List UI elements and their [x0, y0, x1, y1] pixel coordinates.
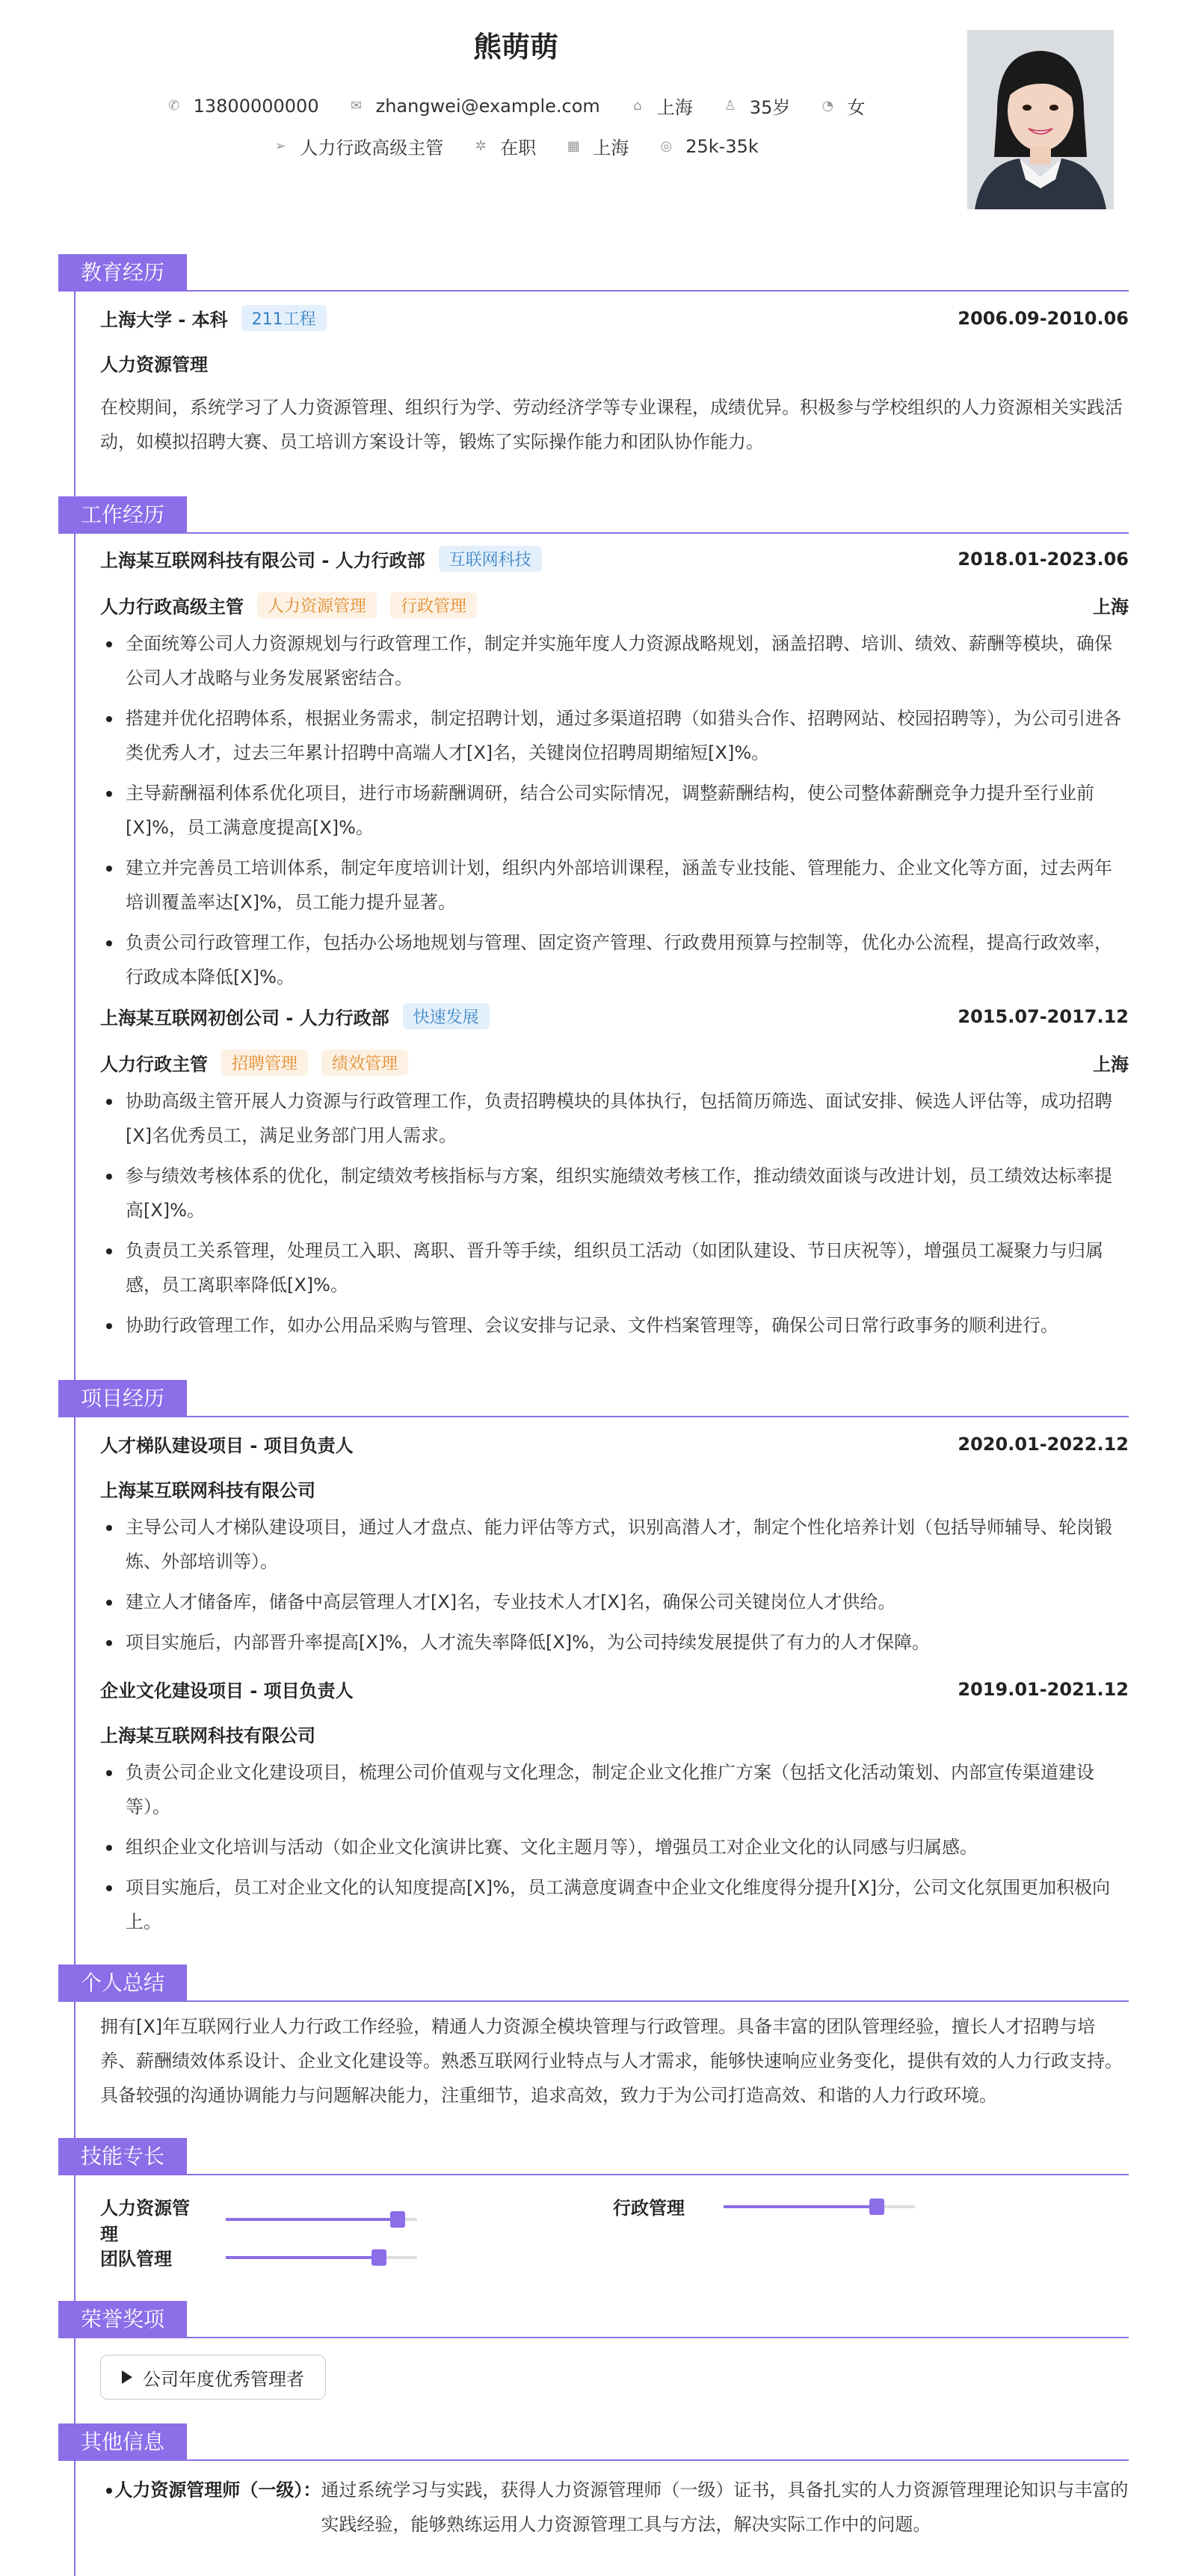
email-info: [349, 96, 600, 117]
target-city-info: [566, 133, 629, 159]
skill-knob: [390, 2211, 405, 2228]
list-item: 全面统筹公司人力资源规划与行政管理工作，制定并实施年度人力资源战略规划，涵盖招聘、培训、绩效、薪酬等模块，确保公司人才战略与业务发展紧密结合。: [100, 626, 1129, 695]
section-divider: [58, 2459, 1129, 2461]
school-name: 上海大学 - 本科: [100, 309, 228, 330]
project-header-row: [100, 1676, 1129, 1702]
work-section: [58, 496, 1129, 534]
section-title: 个人总结: [58, 1965, 187, 2002]
project-bullets: [100, 1755, 1129, 1945]
project-bullets: [100, 1510, 1129, 1666]
age-icon: ♙: [724, 97, 736, 114]
list-item: 项目实施后，员工对企业文化的认知度提高[X]%，员工满意度调查中企业文化维度得分提升[X]分，公司文化氛围更加积极向上。: [100, 1870, 1129, 1939]
project-header-row: [100, 1431, 1129, 1457]
job-intent-row: [0, 133, 1032, 159]
role-tag: 招聘管理: [221, 1050, 308, 1076]
section-title: 荣誉奖项: [58, 2301, 187, 2338]
section-title: 技能专长: [58, 2138, 187, 2175]
list-item: 协助高级主管开展人力资源与行政管理工作，负责招聘模块的具体执行，包括简历筛选、面试安排、候选人评估等，成功招聘[X]名优秀员工，满足业务部门用人需求。: [100, 1084, 1129, 1153]
phone-icon: ✆: [168, 97, 180, 114]
role-tag: 行政管理: [390, 592, 477, 618]
position-info: [273, 133, 443, 159]
city-text: 上海: [656, 97, 693, 118]
bullet-dot: [100, 2473, 114, 2542]
gender-icon: ◔: [821, 97, 834, 114]
list-item: 建立并完善员工培训体系，制定年度培训计划，组织内外部培训课程，涵盖专业技能、管理能力、企业文化等方面，过去两年培训覆盖率达[X]%，员工能力提升显著。: [100, 851, 1129, 919]
send-icon: ➢: [274, 138, 286, 154]
other-text: 通过系统学习与实践，获得人力资源管理师（一级）证书，具备扎实的人力资源管理理论知识与丰富的实践经验，能够熟练运用人力资源管理工具与方法，解决实际工作中的问题。: [321, 2480, 1129, 2535]
job-location: 上海: [1093, 597, 1129, 617]
gender-text: 女: [847, 97, 866, 118]
list-item: 组织企业文化培训与活动（如企业文化演讲比赛、文化主题月等），增强员工对企业文化的认同感与归属感。: [100, 1830, 1129, 1864]
major-name: 人力资源管理: [100, 354, 208, 375]
skill-item: [613, 2193, 915, 2219]
job-dates: 2015.07-2017.12: [958, 1005, 1129, 1027]
company-name: 上海某互联网科技有限公司 - 人力行政部: [100, 550, 425, 571]
projects-section: [58, 1380, 1129, 1417]
list-item: 搭建并优化招聘体系，根据业务需求，制定招聘计划，通过多渠道招聘（如猎头合作、招聘网站、校园招聘等），为公司引进各类优秀人才，过去三年累计招聘中高端人才[X]名，关键岗位招聘周期缩短[X]%。: [100, 701, 1129, 770]
skill-knob: [869, 2198, 884, 2215]
section-divider: [58, 2000, 1129, 2002]
skill-bar: [226, 2218, 417, 2221]
education-section: [58, 254, 1129, 292]
section-title: 工作经历: [58, 496, 187, 534]
skills-body: [58, 2193, 1129, 2298]
gender-info: [820, 93, 865, 119]
section-divider: [58, 2174, 1129, 2175]
skills-section: [58, 2138, 1129, 2175]
position-text: 人力行政高级主管: [300, 138, 444, 158]
skill-bar: [724, 2205, 915, 2208]
status-icon: ✲: [475, 138, 487, 154]
salary-info: [659, 136, 759, 157]
awards-section: [58, 2301, 1129, 2338]
awards-body: [58, 2355, 1129, 2403]
role-title: 人力行政主管: [100, 1054, 208, 1075]
education-header-row: [100, 305, 1129, 331]
candidate-name: 熊萌萌: [472, 31, 558, 64]
school-tag: 211工程: [241, 305, 327, 331]
list-item: 参与绩效考核体系的优化，制定绩效考核指标与方案，组织实施绩效考核工作，推动绩效面谈与改进计划，员工绩效达标率提高[X]%。: [100, 1159, 1129, 1227]
project-dates: 2019.01-2021.12: [958, 1678, 1129, 1700]
list-item: 建立人才储备库，储备中高层管理人才[X]名，专业技术人才[X]名，确保公司关键岗位人才供给。: [100, 1585, 1129, 1619]
home-icon: ⌂: [633, 97, 642, 114]
phone-text: 13800000000: [193, 95, 319, 117]
section-divider: [58, 2337, 1129, 2338]
section-title: 其他信息: [58, 2424, 187, 2461]
role-row: [100, 592, 1129, 618]
mail-icon: ✉: [351, 97, 363, 114]
building-icon: ▦: [567, 138, 580, 154]
list-item: 负责公司企业文化建设项目，梳理公司价值观与文化理念，制定企业文化推广方案（包括文化活动策划、内部宣传渠道建设等）。: [100, 1755, 1129, 1824]
age-text: 35岁: [749, 97, 791, 118]
job-location: 上海: [1093, 1054, 1129, 1075]
list-item: 主导公司人才梯队建设项目，通过人才盘点、能力评估等方式，识别高潜人才，制定个性化培养计划（包括导师辅导、轮岗锻炼、外部培训等）。: [100, 1510, 1129, 1579]
skill-item: [100, 2193, 417, 2246]
job-bullets: [100, 626, 1129, 1000]
job-dates: 2018.01-2023.06: [958, 548, 1129, 570]
award-text: 公司年度优秀管理者: [143, 2368, 304, 2390]
skill-bar: [226, 2256, 417, 2259]
project-company: 上海某互联网科技有限公司: [100, 1480, 315, 1501]
contact-row: [0, 93, 1032, 119]
age-info: [723, 93, 791, 119]
skill-knob: [371, 2249, 386, 2266]
list-item: 项目实施后，内部晋升率提高[X]%，人才流失率降低[X]%，为公司持续发展提供了有力的人才保障。: [100, 1625, 1129, 1660]
job-bullets: [100, 1084, 1129, 1349]
email-text: zhangwei@example.com: [375, 95, 600, 117]
major-row: [100, 350, 1129, 376]
role-tag: 人力资源管理: [257, 592, 377, 618]
section-divider: [58, 290, 1129, 292]
status-text: 在职: [500, 138, 537, 158]
job-header-row: [100, 1003, 1129, 1029]
company-tag: 快速发展: [403, 1003, 490, 1029]
section-divider: [58, 1416, 1129, 1417]
city-info: [630, 93, 693, 119]
list-item: 负责员工关系管理，处理员工入职、离职、晋升等手续，组织员工活动（如团队建设、节日庆祝等），增强员工凝聚力与归属感，员工离职率降低[X]%。: [100, 1233, 1129, 1302]
section-title: 项目经历: [58, 1380, 187, 1417]
target-city-text: 上海: [593, 138, 629, 158]
role-title: 人力行政高级主管: [100, 597, 244, 617]
list-item: 负责公司行政管理工作，包括办公场地规划与管理、固定资产管理、行政费用预算与控制等，优化办公流程，提高行政效率，行政成本降低[X]%。: [100, 925, 1129, 994]
skill-name: 行政管理: [613, 2198, 685, 2219]
skill-name: 人力资源管理: [100, 2198, 190, 2245]
role-row: [100, 1050, 1129, 1076]
section-title: 教育经历: [58, 254, 187, 292]
skill-name: 团队管理: [100, 2249, 172, 2270]
project-name: 企业文化建设项目 - 项目负责人: [100, 1680, 354, 1701]
triangle-icon: [122, 2370, 132, 2384]
summary-section: [58, 1965, 1129, 2002]
salary-text: 25k-35k: [685, 135, 759, 157]
other-item: [100, 2473, 1129, 2542]
other-section: [58, 2424, 1129, 2461]
phone-info: [167, 96, 319, 117]
role-tag: 绩效管理: [321, 1050, 408, 1076]
education-dates: 2006.09-2010.06: [958, 307, 1129, 329]
job-header-row: [100, 546, 1129, 572]
other-label: 人力资源管理师（一级）：: [114, 2480, 321, 2500]
project-dates: 2020.01-2022.12: [958, 1433, 1129, 1455]
project-company-row: [100, 1476, 1129, 1502]
summary-text: 拥有[X]年互联网行业人力行政工作经验，精通人力资源全模块管理与行政管理。具备丰富的团队管理经验，擅长人才招聘与培养、薪酬绩效体系设计、企业文化建设等。熟悉互联网行业特点与人才需求，能够快速响应业务变化，提供有效的人力行政支持。具备较强的沟通协调能力与问题解决能力，注重细节，追求高效，致力于为公司打造高效、和谐的人力行政环境。: [100, 2016, 1123, 2106]
company-tag: 互联网科技: [439, 546, 542, 572]
list-item: 协助行政管理工作，如办公用品采购与管理、会议安排与记录、文件档案管理等，确保公司日常行政事务的顺利进行。: [100, 1308, 1129, 1343]
project-company-row: [100, 1721, 1129, 1747]
skill-item: [100, 2244, 417, 2270]
section-divider: [58, 532, 1129, 534]
project-name: 人才梯队建设项目 - 项目负责人: [100, 1435, 354, 1456]
list-item: 主导薪酬福利体系优化项目，进行市场薪酬调研，结合公司实际情况，调整薪酬结构，使公司整体薪酬竞争力提升至行业前[X]%，员工满意度提高[X]%。: [100, 776, 1129, 845]
status-info: [473, 133, 536, 159]
company-name: 上海某互联网初创公司 - 人力行政部: [100, 1008, 389, 1029]
project-company: 上海某互联网科技有限公司: [100, 1725, 315, 1746]
money-icon: ◎: [660, 138, 673, 154]
education-description: 在校期间，系统学习了人力资源管理、组织行为学、劳动经济学等专业课程，成绩优异。积极参与学校组织的人力资源相关实践活动，如模拟招聘大赛、员工培训方案设计等，锻炼了实际操作能力和团队协作能力。: [100, 397, 1123, 452]
award-item: [100, 2355, 326, 2400]
profile-photo: [967, 30, 1114, 209]
